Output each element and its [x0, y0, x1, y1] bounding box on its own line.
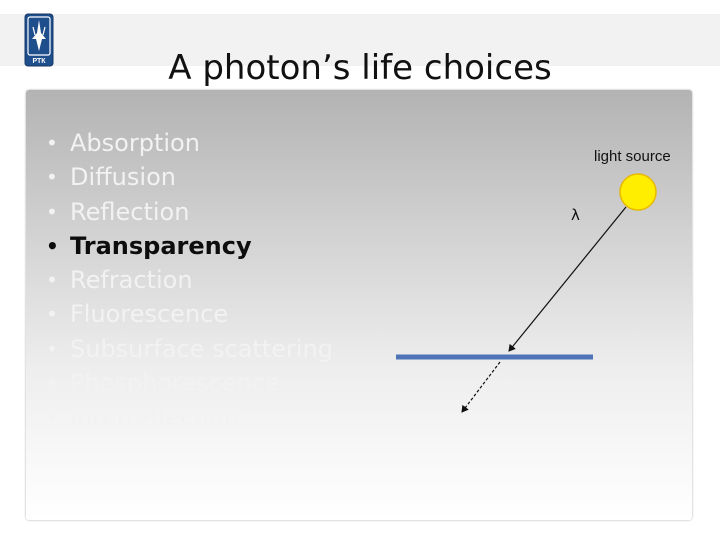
bullet-dot-icon: •	[46, 131, 58, 155]
bullet-dot-icon: •	[46, 199, 58, 224]
bullet-label: Transparency	[70, 231, 252, 260]
slide-title: A photon’s life choices	[168, 48, 552, 88]
bullet-dot-icon: •	[46, 336, 58, 361]
transmitted-ray-arrow	[462, 362, 500, 412]
incident-ray-arrow	[509, 207, 626, 351]
bullet-label: Absorption	[70, 129, 200, 157]
bullet-label: Subsurface scattering	[70, 334, 333, 363]
bullet-dot-icon: •	[46, 233, 59, 258]
bullet-label: Refraction	[70, 266, 193, 295]
logo-text: РТК	[32, 58, 46, 65]
bullet-label: Reflection	[70, 197, 190, 226]
bullet-dot-icon: •	[46, 371, 58, 396]
bullet-label: Phosphorescence	[70, 369, 280, 398]
light-source-label: light source	[594, 148, 671, 165]
bullet-label: Interreflection	[70, 403, 240, 432]
bullet-label: Fluorescence	[70, 300, 229, 329]
bullet-dot-icon: •	[46, 405, 58, 430]
bullet-dot-icon: •	[46, 165, 58, 190]
bullet-dot-icon: •	[46, 268, 58, 293]
bullet-dot-icon: •	[46, 302, 58, 327]
light-source-sun-icon	[620, 174, 656, 210]
bullet-label: Diffusion	[70, 163, 176, 192]
wavelength-label: λ	[571, 206, 580, 224]
